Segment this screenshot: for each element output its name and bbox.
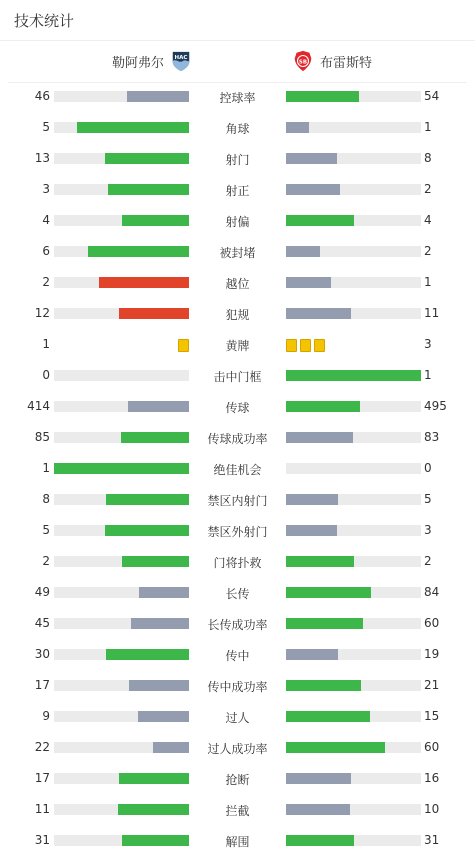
away-stat-bar [286,618,421,629]
away-team-name: 布雷斯特 [320,55,373,71]
away-stat-value: 495 [424,399,447,413]
away-stat-value: 60 [424,740,440,754]
yellow-card-icon [178,339,189,352]
home-stat-bar-fill [122,835,190,846]
stat-row [0,670,475,701]
home-stat-value: 414 [27,399,50,413]
away-stat-bar [286,742,421,753]
stat-label: 拦截 [225,804,250,818]
away-stat-bar [286,184,421,195]
home-stat-value: 17 [34,678,50,692]
stat-label: 绝佳机会 [213,463,262,477]
stat-row [0,236,475,267]
stat-label: 黄牌 [225,339,250,353]
away-stat-bar-fill [286,711,370,722]
home-stat-value: 13 [34,151,50,165]
away-stat-bar-fill [286,277,331,288]
away-stat-bar-fill [286,773,351,784]
away-stat-bar-fill [286,308,351,319]
away-stat-bar-fill [286,649,338,660]
stat-row [0,577,475,608]
home-stat-value: 1 [42,337,50,351]
home-stat-value: 22 [34,740,50,754]
home-stat-bar-fill [99,277,189,288]
home-stat-value: 6 [42,244,50,258]
home-stat-bar-fill [122,215,190,226]
stat-row [0,453,475,484]
home-stat-bar [54,246,189,257]
home-stat-bar [54,153,189,164]
home-stat-value: 85 [34,430,50,444]
stat-label: 传球成功率 [207,432,268,446]
home-stat-bar-fill [129,680,189,691]
home-stat-bar-fill [122,556,190,567]
stat-row [0,422,475,453]
home-stat-value: 45 [34,616,50,630]
stat-label: 角球 [225,122,250,136]
away-stat-bar [286,246,421,257]
away-stat-bar [286,122,421,133]
stat-label: 过人成功率 [207,742,268,756]
away-stat-bar-fill [286,432,353,443]
header-divider [0,40,475,41]
away-stat-value: 16 [424,771,440,785]
stat-label: 射正 [225,184,250,198]
away-stat-bar [286,711,421,722]
stat-row [0,701,475,732]
home-stat-bar [54,308,189,319]
away-stat-bar-fill [286,835,354,846]
home-stat-bar-fill [119,308,189,319]
home-stat-bar [54,680,189,691]
away-stat-bar-fill [286,618,363,629]
home-stat-bar [54,525,189,536]
brest-crest-icon [292,50,314,72]
stat-row [0,484,475,515]
away-stat-value: 21 [424,678,440,692]
stat-label: 越位 [225,277,250,291]
away-stat-bar [286,215,421,226]
le-havre-crest-icon [170,50,192,72]
away-stat-value: 10 [424,802,440,816]
home-stat-bar [54,618,189,629]
home-stat-bar-fill [138,711,189,722]
away-stat-bar-fill [286,153,337,164]
home-stat-bar-fill [106,494,189,505]
away-stat-bar [286,525,421,536]
home-stat-value: 1 [42,461,50,475]
stat-label: 长传成功率 [207,618,268,632]
stat-label: 被封堵 [219,246,256,260]
stat-label: 传中 [225,649,250,663]
home-stat-bar [54,494,189,505]
away-stat-bar-fill [286,246,320,257]
stat-label: 解围 [225,835,250,849]
home-stat-value: 0 [42,368,50,382]
home-stat-bar-fill [119,773,189,784]
away-stat-bar [286,153,421,164]
stat-row [0,81,475,112]
home-stat-bar-fill [118,804,189,815]
away-stat-bar-fill [286,804,350,815]
stat-row [0,174,475,205]
away-stat-bar [286,91,421,102]
away-yellow-cards [286,339,325,351]
stat-row [0,794,475,825]
home-stat-value: 2 [42,275,50,289]
stat-row [0,205,475,236]
home-stat-value: 9 [42,709,50,723]
yellow-card-icon [314,339,325,352]
home-stat-bar-fill [153,742,189,753]
away-stat-value: 8 [424,151,432,165]
away-stat-value: 2 [424,554,432,568]
home-stat-value: 30 [34,647,50,661]
home-stat-bar-fill [131,618,189,629]
away-stat-bar-fill [286,401,360,412]
stat-row [0,825,475,856]
away-stat-bar-fill [286,494,338,505]
away-stat-bar [286,835,421,846]
yellow-card-icon [286,339,297,352]
away-stat-bar-fill [286,525,337,536]
stat-row [0,763,475,794]
stat-row [0,515,475,546]
away-stat-bar [286,463,421,474]
home-stat-bar-fill [128,401,189,412]
away-stat-bar-fill [286,556,354,567]
away-stat-value: 19 [424,647,440,661]
away-logo-text: SB [298,59,308,66]
home-stat-bar-fill [88,246,189,257]
page-title: 技术统计 [14,12,75,30]
stat-row [0,546,475,577]
home-stat-bar [54,773,189,784]
stats-list [0,81,475,856]
home-yellow-cards [178,339,189,351]
home-stat-value: 17 [34,771,50,785]
away-stat-value: 2 [424,182,432,196]
home-stat-bar [54,122,189,133]
away-stat-bar [286,401,421,412]
home-stat-bar-fill [108,184,189,195]
home-logo-text: HAC [174,55,188,62]
stat-row [0,329,475,360]
home-stat-value: 8 [42,492,50,506]
away-stat-value: 2 [424,244,432,258]
home-stat-bar [54,804,189,815]
away-stat-bar [286,494,421,505]
home-stat-bar-fill [139,587,189,598]
stat-label: 传中成功率 [207,680,268,694]
stat-row [0,267,475,298]
away-stat-bar-fill [286,91,359,102]
home-stat-bar [54,649,189,660]
home-stat-value: 46 [34,89,50,103]
home-stat-value: 5 [42,523,50,537]
away-stat-bar [286,804,421,815]
away-stat-bar [286,556,421,567]
stat-row [0,391,475,422]
stat-row [0,639,475,670]
home-stat-bar [54,587,189,598]
home-stat-bar [54,370,189,381]
away-stat-value: 3 [424,337,432,351]
away-stat-bar [286,680,421,691]
away-stat-value: 1 [424,120,432,134]
stat-row [0,298,475,329]
stat-label: 长传 [225,587,250,601]
home-stat-bar [54,401,189,412]
stat-label: 禁区内射门 [207,494,268,508]
away-stat-value: 4 [424,213,432,227]
away-team[interactable] [292,50,372,72]
away-stat-bar-fill [286,742,385,753]
home-stat-bar [54,556,189,567]
away-stat-value: 54 [424,89,440,103]
away-stat-value: 60 [424,616,440,630]
stat-label: 犯规 [225,308,250,322]
stat-label: 击中门框 [213,370,262,384]
away-stat-bar-fill [286,184,340,195]
away-stat-bar [286,277,421,288]
away-stat-value: 1 [424,275,432,289]
stat-label: 抢断 [225,773,250,787]
stat-row [0,608,475,639]
home-stat-value: 31 [34,833,50,847]
home-stat-bar-fill [54,463,189,474]
away-stat-value: 3 [424,523,432,537]
home-stat-value: 49 [34,585,50,599]
away-stat-bar [286,649,421,660]
home-stat-bar [54,184,189,195]
home-stat-bar-fill [121,432,189,443]
home-stat-value: 4 [42,213,50,227]
stat-row [0,360,475,391]
away-stat-value: 0 [424,461,432,475]
home-stat-bar [54,432,189,443]
away-stat-bar [286,432,421,443]
stat-label: 过人 [225,711,250,725]
stat-label: 传球 [225,401,250,415]
away-stat-value: 15 [424,709,440,723]
away-stat-bar-fill [286,680,361,691]
away-stat-value: 31 [424,833,440,847]
home-stat-bar [54,742,189,753]
stat-label: 射偏 [225,215,250,229]
home-stat-value: 2 [42,554,50,568]
away-stat-bar-fill [286,122,309,133]
away-stat-value: 11 [424,306,440,320]
away-stat-value: 84 [424,585,440,599]
stat-label: 射门 [225,153,250,167]
away-stat-bar [286,308,421,319]
home-stat-bar-fill [105,153,189,164]
stat-row [0,143,475,174]
away-stat-bar [286,370,421,381]
away-stat-bar-fill [286,215,354,226]
stat-label: 禁区外射门 [207,525,268,539]
home-stat-value: 11 [34,802,50,816]
home-stat-bar [54,277,189,288]
away-stat-value: 5 [424,492,432,506]
away-stat-value: 83 [424,430,440,444]
home-stat-bar [54,711,189,722]
stat-row [0,732,475,763]
stat-label: 门将扑救 [213,556,262,570]
home-stat-bar-fill [127,91,189,102]
home-team[interactable] [112,50,192,72]
home-stat-bar [54,463,189,474]
home-team-name: 勒阿弗尔 [112,55,165,71]
home-stat-bar-fill [105,525,189,536]
home-stat-value: 12 [34,306,50,320]
yellow-card-icon [300,339,311,352]
away-stat-bar [286,587,421,598]
home-stat-bar [54,215,189,226]
away-stat-bar [286,773,421,784]
stat-label: 控球率 [219,91,256,105]
away-stat-bar-fill [286,587,371,598]
home-stat-bar [54,91,189,102]
away-stat-value: 1 [424,368,432,382]
stat-row [0,112,475,143]
away-stat-bar-fill [286,370,421,381]
home-stat-bar-fill [106,649,189,660]
home-stat-value: 5 [42,120,50,134]
home-stat-value: 3 [42,182,50,196]
home-stat-bar-fill [77,122,190,133]
home-stat-bar [54,835,189,846]
